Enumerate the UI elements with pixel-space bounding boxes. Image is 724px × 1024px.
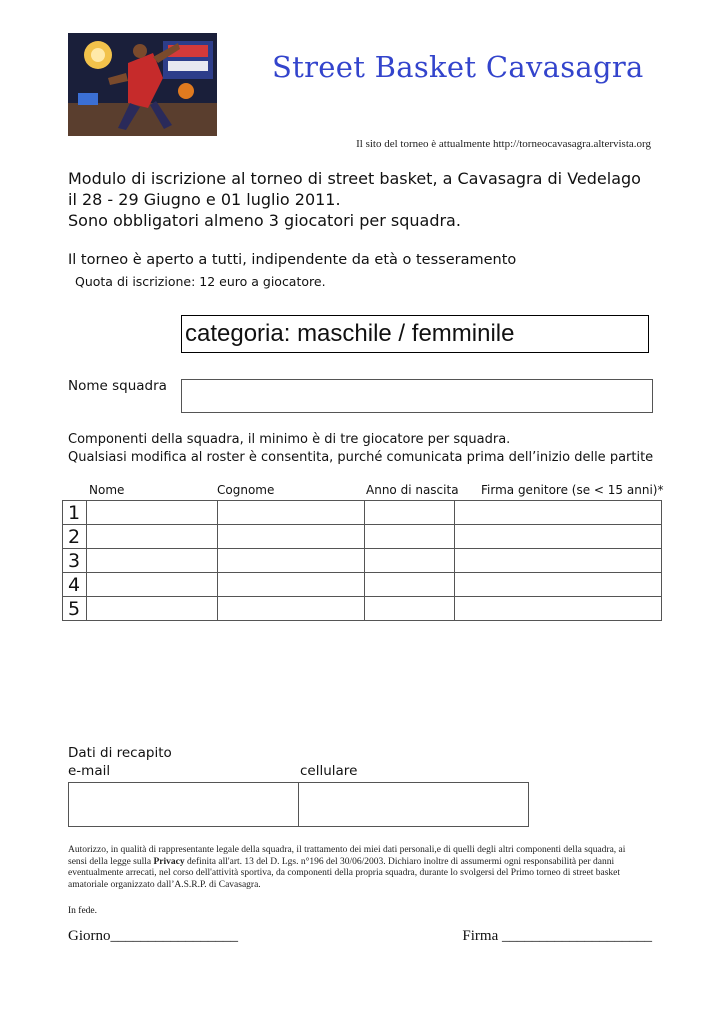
cognome-cell[interactable] — [218, 501, 365, 525]
registration-fee-text: Quota di iscrizione: 12 euro a giocatore. — [75, 274, 326, 289]
privacy-text-part: definita all'art. 13 del D. Lgs. n°196 del 30/06/2003. Dichiaro inoltre di assumermi ogni responsabilità per danni eventualmente arrecati, nel corso dell'attività sportiva, da componenti della propria squadra, durante lo svolgersi del Primo torneo di street basket amatoriale organizzato dall’A.S.R.P. di Cavasagra. — [68, 856, 621, 890]
email-field[interactable] — [68, 782, 299, 827]
nome-cell[interactable] — [87, 525, 218, 549]
cognome-cell[interactable] — [218, 549, 365, 573]
privacy-text-part: Autorizzo, in qualità di rappresentante legale della squadra, il trattamento dei miei dati personali,e di quelli degli altri componenti della squadra, ai sensi della legge sulla — [68, 845, 626, 867]
parent-signature-cell[interactable] — [455, 525, 662, 549]
birth-year-cell[interactable] — [365, 549, 455, 573]
signature-line[interactable]: Firma ____________________ — [462, 928, 652, 944]
open-to-all-text: Il torneo è aperto a tutti, indipendente da età o tesseramento — [68, 252, 517, 268]
table-row — [63, 573, 662, 597]
parent-signature-cell[interactable] — [455, 549, 662, 573]
parent-signature-cell[interactable] — [455, 573, 662, 597]
row-number: 1 — [63, 501, 87, 525]
table-row — [63, 525, 662, 549]
row-number: 4 — [63, 573, 87, 597]
team-name-field[interactable] — [181, 379, 653, 413]
components-line: Componenti della squadra, il minimo è di tre giocatore per squadra. — [68, 432, 511, 447]
roster-table — [62, 500, 662, 621]
privacy-keyword: Privacy — [153, 856, 185, 867]
in-fede-text: In fede. — [68, 906, 98, 916]
row-number: 2 — [63, 525, 87, 549]
row-number: 3 — [63, 549, 87, 573]
intro-line: il 28 - 29 Giugno e 01 luglio 2011. — [68, 190, 341, 209]
column-header-nome: Nome — [89, 483, 125, 497]
table-row — [63, 549, 662, 573]
email-label: e-mail — [68, 763, 111, 779]
intro-line: Modulo di iscrizione al torneo di street basket, a Cavasagra di Vedelago — [68, 169, 641, 188]
row-number: 5 — [63, 597, 87, 621]
cellphone-field[interactable] — [298, 782, 529, 827]
birth-year-cell[interactable] — [365, 525, 455, 549]
birth-year-cell[interactable] — [365, 597, 455, 621]
tournament-logo-image — [68, 33, 217, 136]
table-row — [63, 597, 662, 621]
birth-year-cell[interactable] — [365, 573, 455, 597]
column-header-cognome: Cognome — [217, 483, 275, 497]
nome-cell[interactable] — [87, 549, 218, 573]
category-box: categoria: maschile / femminile — [181, 315, 649, 353]
cellphone-label: cellulare — [300, 763, 358, 779]
privacy-consent-text — [68, 845, 646, 891]
nome-cell[interactable] — [87, 597, 218, 621]
components-line: Qualsiasi modifica al roster è consentita, purché comunicata prima dell’inizio delle partite — [68, 450, 654, 465]
table-row — [63, 501, 662, 525]
team-name-label: Nome squadra — [68, 378, 167, 394]
nome-cell[interactable] — [87, 501, 218, 525]
date-signature-line[interactable]: Giorno_________________ — [68, 928, 238, 944]
nome-cell[interactable] — [87, 573, 218, 597]
cognome-cell[interactable] — [218, 597, 365, 621]
page-title: Street Basket Cavasagra — [272, 50, 644, 84]
contact-title: Dati di recapito — [68, 745, 172, 761]
components-text — [68, 431, 653, 467]
tournament-site-note: Il sito del torneo è attualmente http://torneocavasagra.altervista.org — [356, 138, 651, 150]
parent-signature-cell[interactable] — [455, 597, 662, 621]
column-header-parent-signature: Firma genitore (se < 15 anni)* — [481, 483, 664, 497]
column-header-birth-year: Anno di nascita — [366, 483, 459, 497]
cognome-cell[interactable] — [218, 573, 365, 597]
birth-year-cell[interactable] — [365, 501, 455, 525]
intro-text — [68, 168, 641, 231]
cognome-cell[interactable] — [218, 525, 365, 549]
parent-signature-cell[interactable] — [455, 501, 662, 525]
intro-line: Sono obbligatori almeno 3 giocatori per squadra. — [68, 211, 461, 230]
